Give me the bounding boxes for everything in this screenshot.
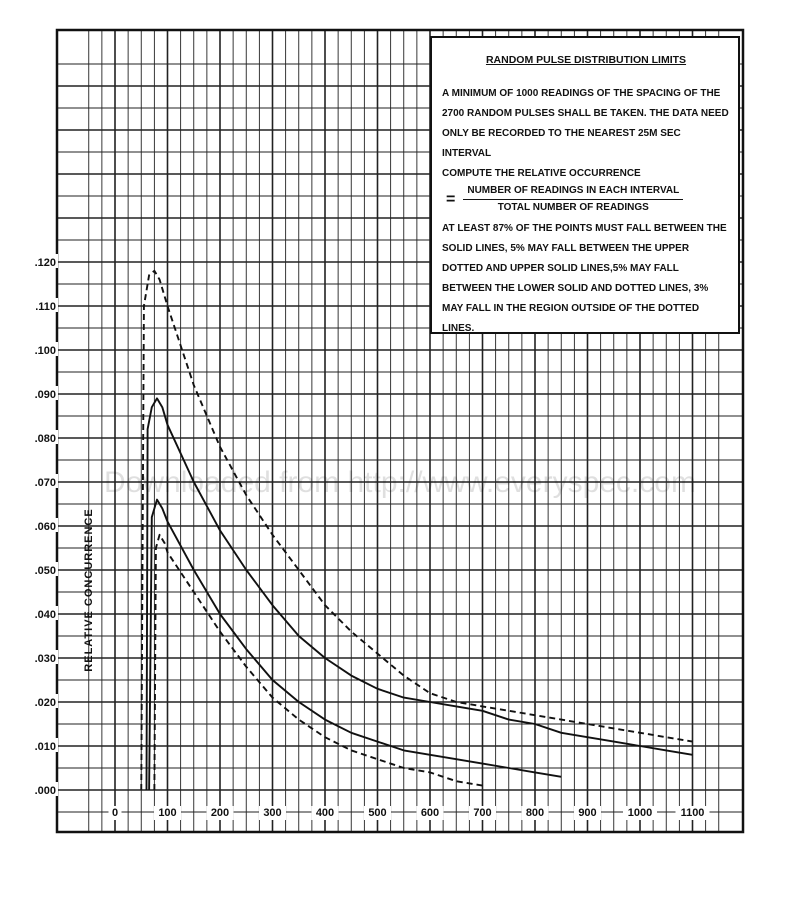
y-tick-label: .100 — [34, 345, 56, 357]
y-tick-label: .000 — [34, 785, 56, 797]
formula-fraction — [463, 184, 683, 215]
note-title: RANDOM PULSE DISTRIBUTION LIMITS — [485, 54, 687, 66]
x-tick-label: 400 — [315, 807, 335, 819]
y-tick-label: .040 — [34, 609, 56, 621]
note-paragraph-1: A MINIMUM OF 1000 READINGS OF THE SPACING OF THE 2700 RANDOM PULSES SHALL BE TAKEN. THE DATA NEED ONLY BE RECORDED TO THE NEAREST 25Μ SEC INTERVAL — [442, 88, 729, 159]
x-tick-label: 900 — [578, 807, 597, 819]
y-tick-label: .050 — [34, 565, 56, 577]
formula-equals: = — [446, 190, 456, 208]
x-tick-label: 1000 — [627, 807, 653, 819]
y-axis-label: RELATIVE CONCURRENCE — [83, 508, 95, 672]
y-tick-label: .090 — [34, 389, 56, 401]
y-tick-label: .060 — [34, 521, 56, 533]
x-tick-labels — [109, 806, 710, 820]
y-tick-label: .080 — [34, 433, 56, 445]
y-tick-label: .110 — [35, 301, 56, 313]
x-tick-label: 500 — [368, 807, 387, 819]
x-tick-label: 200 — [210, 807, 230, 819]
x-tick-label: 100 — [158, 807, 177, 819]
y-tick-label: .120 — [34, 257, 56, 269]
y-tick-labels — [32, 254, 58, 797]
series-line-2 — [147, 398, 693, 790]
note-formula — [446, 184, 730, 215]
note-paragraph-3: AT LEAST 87% OF THE POINTS MUST FALL BETWEEN THE SOLID LINES, 5% MAY FALL BETWEEN THE UPPER DOTTED AND UPPER SOLID LINES,5% MAY FALL BETWEEN THE LOWER SOLID AND DOTTED LINES, 3% MAY FALL IN THE REGION OUTSIDE OF THE DOTTED LINES. — [442, 223, 727, 334]
x-tick-label: 1100 — [680, 807, 705, 819]
x-tick-label: 700 — [473, 807, 492, 819]
x-tick-label: 800 — [525, 807, 545, 819]
y-tick-label: .010 — [34, 741, 56, 753]
y-tick-label: .030 — [34, 653, 56, 665]
watermark: Downloaded from http://www.everyspec.com — [104, 466, 696, 499]
formula-numerator: NUMBER OF READINGS IN EACH INTERVAL — [463, 184, 683, 200]
note-paragraph-2: COMPUTE THE RELATIVE OCCURRENCE — [442, 168, 641, 179]
x-tick-label: 0 — [111, 807, 119, 819]
x-tick-label: 600 — [420, 807, 440, 819]
series-line-4 — [154, 535, 482, 790]
x-tick-label: 300 — [263, 807, 282, 819]
formula-denominator: TOTAL NUMBER OF READINGS — [497, 202, 649, 213]
note-box — [430, 36, 740, 334]
y-tick-label: .020 — [34, 697, 56, 709]
y-tick-label: .070 — [34, 477, 56, 489]
